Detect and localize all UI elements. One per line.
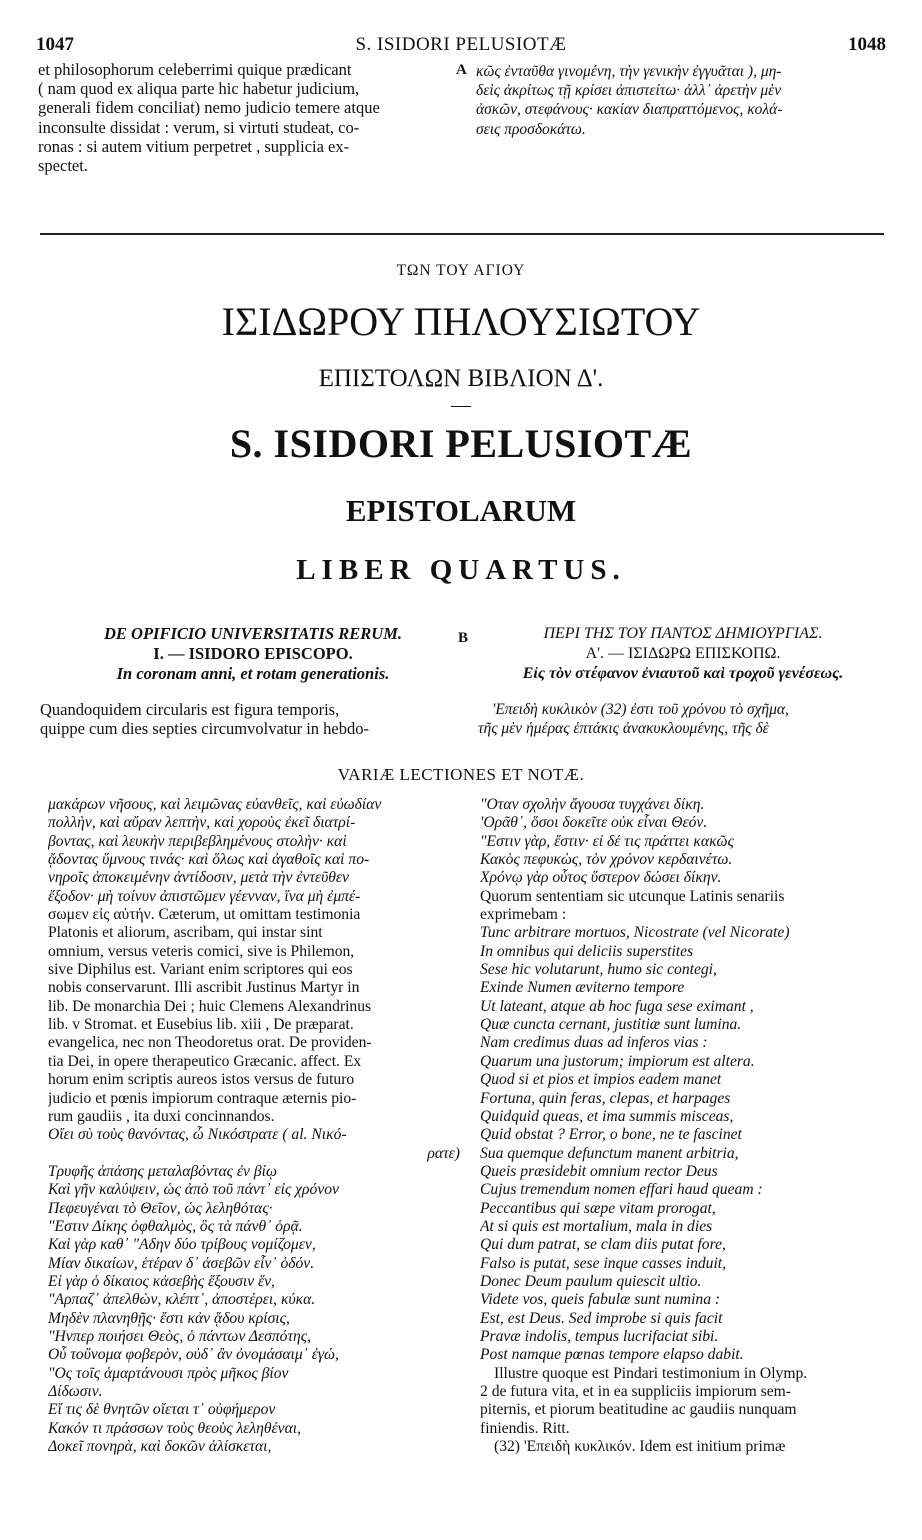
note-line: At si quis est mortalium, mala in dies <box>480 1217 713 1235</box>
note-line: omnium, versus veteris comici, sive is Philemon, <box>48 942 355 960</box>
greek-line: τῆς μὲν ἡμέρας ἑπτάκις ἀνακυκλουμένης, τῆς δὲ <box>478 720 769 738</box>
note-line: 2 de futura vita, et in ea suppliciis impiorum sem- <box>480 1383 791 1400</box>
note-line: Cujus tremendum nomen effari haud queam : <box>480 1181 763 1199</box>
note-line: νηροῖς ἀποκειμένην ἀντίδοσιν, μετὰ τὴν ἐντεῦθεν <box>48 869 349 887</box>
note-line: ᾄδοντας ὕμνους τινάς· καὶ ὅλως καὶ ἀγαθοῖς καὶ πο- <box>48 851 370 869</box>
note-line: Exinde Numen æviterno tempore <box>480 979 685 997</box>
latin-large-heading: S. ISIDORI PELUSIOTÆ <box>229 421 693 466</box>
note-line: Quid obstat ? Error, o bone, ne te fascinet <box>480 1126 742 1144</box>
note-line: Quæ cuncta cernant, justitiæ sunt lumina. <box>480 1016 742 1034</box>
note-line: Nam credimus duas ad inferos vias : <box>480 1034 708 1052</box>
letter-greek-title: ΠΕΡΙ ΤΗΣ ΤΟΥ ΠΑΝΤΟΣ ΔΗΜΙΟΥΡΓΙΑΣ. <box>543 625 823 642</box>
greek-small-heading: ΤΩΝ ΤΟΥ ΑΓΙΟΥ <box>396 262 526 279</box>
note-line: Quidquid queas, et ima summis misceas, <box>480 1107 734 1125</box>
page-number-left: 1047 <box>36 34 74 55</box>
note-line: ἔξοδον· μὴ τοίνυν ἀπιστῶμεν γέενναν, ἵνα μὴ ἐμπέ- <box>48 887 361 905</box>
greek-sub-heading: ΕΠΙΣΤΟΛΩΝ ΒΙΒΛΙΟΝ Δ'. <box>318 365 604 392</box>
note-line: "Ηνπερ ποιήσει Θεὸς, ὁ πάντων Δεσπότης, <box>48 1327 312 1345</box>
note-line: lib. De monarchia Dei ; huic Clemens Alexandrinus <box>48 997 372 1015</box>
note-line: evangelica, nec non Theodoretus orat. De providen- <box>48 1034 372 1052</box>
note-line: Post namque pœnas tempore elapso dabit. <box>480 1346 744 1364</box>
notes-left-column <box>48 796 460 1456</box>
note-line: Ut lateant, atque ab hoc fuga sese eximant , <box>480 997 754 1015</box>
note-line: Quarum una justorum; impiorum est altera. <box>480 1052 755 1070</box>
latin-mid-heading: EPISTOLARUM <box>345 493 577 528</box>
note-line: Videte vos, queis fabulæ sunt numina : <box>480 1291 721 1309</box>
note-line: πολλὴν, καὶ αὔραν λεπτὴν, καὶ χοροὺς ἐκεῖ διατρί- <box>48 814 356 832</box>
note-line: Platonis et aliorum, ascribam, qui instar sint <box>48 924 323 942</box>
greek-line: δεὶς ἀκρίτως τῇ κρίσει ἀπιστείτω· ἀλλ᾽ ἀρετὴν μὲν <box>476 82 782 100</box>
margin-letter-a: A <box>456 62 467 78</box>
note-line: Κακόν τι πράσσων τοὺς θεοὺς λεληθέναι, <box>48 1419 302 1437</box>
note-line: Κακὸς πεφυκὼς, τὸν χρόνον κερδαινέτω. <box>480 851 733 869</box>
note-line: "Αρπαζ᾽ ἀπελθὼν, κλέπτ᾽, ἀποστέρει, κύκα. <box>48 1291 316 1309</box>
note-line: "Ος τοῖς ἁμαρτάνουσι πρὸς μῆκος βίον <box>48 1364 289 1382</box>
note-line: piternis, et piorum beatitudine ac gaudiis nunquam <box>480 1401 797 1419</box>
letter-greek-number: Α'. — ΙΣΙΔΩΡΩ ΕΠΙΣΚΟΠΩ. <box>585 645 781 662</box>
note-line: Δοκεῖ πονηρὰ, καὶ δοκῶν ἁλίσκεται, <box>48 1438 272 1456</box>
note-line: Pravæ indolis, tempus lucrifaciat sibi. <box>480 1327 719 1345</box>
note-line: Quorum sententiam sic utcunque Latinis senariis <box>480 887 785 905</box>
notes-heading: VARIÆ LECTIONES ET NOTÆ. <box>337 765 585 784</box>
note-line: Peccantibus qui sæpe vitam prorogat, <box>480 1199 716 1217</box>
note-line: Est, est Deus. Sed improbe si quis facit <box>480 1309 723 1327</box>
letter-latin-title: DE OPIFICIO UNIVERSITATIS RERUM. <box>103 624 402 643</box>
greek-large-heading: ΙΣΙΔΩΡΟΥ ΠΗΛΟΥΣΙΩΤΟΥ <box>221 299 701 344</box>
latin-sub-heading: LIBER QUARTUS. <box>296 554 626 586</box>
top-latin-column <box>38 60 452 175</box>
greek-line: ἀσκῶν, στεφάνους· κακίαν διαπραττόμενος, κολά- <box>476 101 783 119</box>
note-line: Sese hic volutarunt, humo sic contegi, <box>480 961 717 979</box>
note-line: horum enim scriptis aureos istos versus de futuro <box>48 1071 355 1089</box>
section-rule <box>40 233 884 235</box>
greek-line: σεις προσδοκάτω. <box>476 120 586 138</box>
letter-latin-subtitle: In coronam anni, et rotam generationis. <box>116 664 390 683</box>
note-line: Falso is putat, sese inque casses induit, <box>480 1254 727 1272</box>
note-line: (32) 'Επειδὴ κυκλικόν. Idem est initium primæ <box>494 1438 786 1456</box>
note-line: βοντας, καὶ λευκὴν περιβεβλημένους στολὴν· καὶ <box>48 832 347 850</box>
note-line: Qui dum patrat, se clam diis putat fore, <box>480 1236 726 1254</box>
letter-latin <box>58 624 448 684</box>
note-line: σωμεν εἰς αὐτήν. Cæterum, ut omittam testimonia <box>48 906 361 924</box>
note-line: Μηδὲν πλανηθῇς· ἔστι κἀν ᾅδου κρίσις, <box>48 1309 290 1327</box>
note-line: Donec Deum paulum quiescit ultio. <box>480 1272 702 1290</box>
page-number-right: 1048 <box>848 34 886 55</box>
note-line: Καὶ γὰρ καθ᾽ "Αδην δύο τρίβους νομίζομεν, <box>48 1236 316 1254</box>
running-head <box>36 34 886 56</box>
note-line: tia Dei, in opere therapeutico Græcanic. affect. Ex <box>48 1052 362 1070</box>
note-line: Μίαν δικαίων, ἑτέραν δ᾽ ἀσεβῶν εἶν᾽ ὁδόν. <box>48 1254 315 1272</box>
note-line: Queis præsidebit omnium rector Deus <box>480 1162 718 1180</box>
note-line: "Εστιν Δίκης ὀφθαλμὸς, ὃς τὰ πάνθ᾽ ὁρᾷ. <box>48 1217 303 1235</box>
letter-latin-text <box>40 700 454 738</box>
note-line: rum gaudiis , ita duxi concinnandos. <box>48 1107 275 1125</box>
latin-line: et philosophorum celeberrimi quique prædicant <box>38 60 352 79</box>
note-line: Sua quemque defunctum manent arbitria, <box>480 1144 739 1162</box>
note-line: Οἴει σὺ τοὺς θανόντας, ὦ Νικόστρατε ( al. Νικό- <box>48 1126 347 1144</box>
letter-greek-text <box>478 700 888 738</box>
note-line: Δίδωσιν. <box>48 1383 103 1400</box>
note-line: Καὶ γῆν καλύψειν, ὡς ἀπὸ τοῦ πάντ᾽ εἰς χρόνον <box>48 1181 339 1199</box>
note-line: Εἴ τις δὲ θνητῶν οἴεται τ᾽ οὐφήμερον <box>48 1401 276 1419</box>
note-line: μακάρων νῆσους, καὶ λειμῶνας εὐανθεῖς, καὶ εὐωδίαν <box>48 796 382 813</box>
note-line: "Εστιν γὰρ, ἔστιν· εἰ δέ τις πράττει κακῶς <box>480 832 734 850</box>
letter-greek-subtitle: Εἰς τὸν στέφανον ἐνιαυτοῦ καὶ τροχοῦ γενέσεως. <box>522 665 844 682</box>
letter-greek <box>478 624 888 684</box>
note-line: In omnibus qui deliciis superstites <box>480 942 694 960</box>
letter-latin-number: I. — ISIDORO EPISCOPO. <box>153 644 353 663</box>
note-line: finiendis. Ritt. <box>480 1419 570 1437</box>
latin-line: ( nam quod ex aliqua parte hic habetur judicium, <box>38 79 360 99</box>
note-line: judicio et pœnis impiorum contraque æternis pio- <box>48 1089 357 1107</box>
top-greek-column <box>476 62 886 139</box>
latin-line: inconsulte dissidat : verum, si virtuti studeat, co- <box>38 117 360 137</box>
latin-line: spectet. <box>38 156 88 176</box>
note-line: Fortuna, quin feras, clepas, et harpages <box>480 1089 731 1107</box>
note-line: lib. v Stromat. et Eusebius lib. xiii , De præparat. <box>48 1016 354 1034</box>
latin-line: generali fidem conciliat) nemo judicio temere atque <box>38 98 380 118</box>
note-line: Εἰ γὰρ ὁ δίκαιος κἀσεβὴς ἕξουσιν ἕν, <box>48 1272 275 1290</box>
note-line: Τρυφῆς ἁπάσης μεταλαβόντας ἐν βίῳ <box>48 1162 277 1180</box>
note-line: ρατε) <box>427 1144 460 1162</box>
note-line: exprimebam : <box>480 906 567 924</box>
note-line: sive Diphilus est. Variant enim scriptores qui eos <box>48 961 353 979</box>
note-line: Illustre quoque est Pindari testimonium in Olymp. <box>494 1364 808 1382</box>
note-line: Οὗ τοὔνομα φοβερὸν, οὐδ᾽ ἂν ὀνομάσαιμ᾽ ἐγώ, <box>48 1346 339 1364</box>
greek-line: κῶς ἐνταῦθα γινομένη, τὴν γενικὴν ἐγγυᾶται ), μη- <box>476 63 782 80</box>
note-line: Tunc arbitrare mortuos, Nicostrate (vel Nicorate) <box>480 924 790 942</box>
greek-line: 'Επειδὴ κυκλικὸν (32) ἐστι τοῦ χρόνου τὸ σχῆμα, <box>492 701 789 718</box>
note-line: 'Ορᾶθ᾽, ὅσοι δοκεῖτε οὐκ εἶναι Θεόν. <box>480 814 708 832</box>
note-line: Χρόνῳ γὰρ οὗτος ὕστερον δώσει δίκην. <box>480 869 722 887</box>
note-line: Πεφευγέναι τὸ Θεῖον, ὡς λεληθότας· <box>48 1199 273 1217</box>
running-title: S. ISIDORI PELUSIOTÆ <box>355 34 567 55</box>
note-line: Quod si et pios et impios eadem manet <box>480 1071 722 1089</box>
latin-line: Quandoquidem circularis est figura temporis, <box>40 700 340 719</box>
latin-line: quippe cum dies septies circumvolvatur in hebdo- <box>40 719 370 739</box>
margin-letter-b: B <box>458 630 469 646</box>
note-line: "Οταν σχολὴν ἄγουσα τυγχάνει δίκη. <box>480 796 705 813</box>
latin-line: ronas : si autem vitium perpetret , supplicia ex- <box>38 136 350 156</box>
heading-dash: — <box>451 394 471 416</box>
note-line: nobis conservarunt. Illi ascribit Justinus Martyr in <box>48 979 360 997</box>
notes-right-column <box>480 796 900 1456</box>
